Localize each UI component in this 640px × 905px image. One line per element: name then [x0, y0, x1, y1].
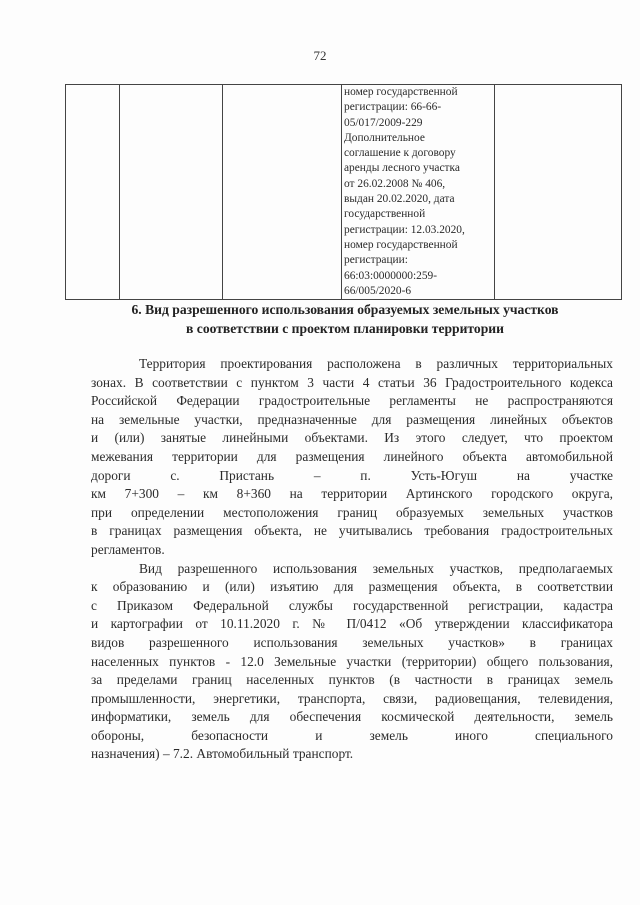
section-heading: [80, 300, 610, 338]
paragraph2-line: за пределами границ населенных пунктов (в частности в границах земель: [91, 672, 613, 688]
section-heading-line-1: 6. Вид разрешенного использования образуемых земельных участков: [131, 302, 559, 317]
paragraph1-line: Территория проектирования расположена в различных территориальных: [139, 356, 613, 371]
table-cell-registration-info: [342, 85, 495, 300]
paragraph2-line: с Приказом Федеральной службы государственной регистрации, кадастра: [91, 597, 613, 613]
paragraph1-line: дороги с. Пристань – п. Усть-Югуш на участке: [91, 467, 613, 483]
paragraph1-line: регламентов.: [91, 541, 165, 557]
paragraph1-line: и (или) занятые линейными объектами. Из этого следует, что проектом: [91, 430, 613, 446]
paragraph1-line: межевания территории для размещения линейного объекта автомобильной: [91, 448, 613, 464]
paragraph2-line: видов разрешенного использования земельных участков» в границах: [91, 634, 613, 650]
body-text: [91, 355, 613, 764]
paragraph2-line: к образованию и (или) изъятию для размещения объекта, в соответствии: [91, 579, 613, 595]
paragraph2-line: назначения) – 7.2. Автомобильный транспорт.: [91, 746, 354, 762]
paragraph1-line: при определении местоположения границ образуемых земельных участков: [91, 504, 613, 520]
table-cell-3: [223, 85, 342, 300]
registration-info-text: номер государственной регистрации: 66-66- 05/017/2009-229 Дополнительное соглашение к договору аренды лесного участка от 26.02.2008 № 406, выдан 20.02.2020, дата государственной регистрации: 12.03.2020, номер государственной регистрации: 66:03:0000000:259- 66/005/2020-6: [344, 86, 465, 297]
paragraph1-line: на земельные участки, предназначенные для размещения линейных объектов: [91, 411, 613, 427]
paragraph1-line: Российской Федерации градостроительные регламенты не распространяются: [91, 393, 613, 409]
paragraph2-line: и картографии от 10.11.2020 г. № П/0412 «Об утверждении классификатора: [91, 616, 613, 632]
table-cell-5: [495, 85, 622, 300]
table-cell-1: [66, 85, 120, 300]
section-heading-line-2: в соответствии с проектом планировки территории: [186, 321, 504, 336]
paragraph2-line: населенных пунктов - 12.0 Земельные участки (территории) общего пользования,: [91, 653, 613, 669]
paragraph2-line: промышленности, энергетики, транспорта, связи, радиовещания, телевидения,: [91, 690, 613, 706]
paragraph2-line: информатики, земель для обеспечения космической деятельности, земель: [91, 709, 613, 725]
paragraph-1: [91, 355, 613, 560]
table-cell-2: [120, 85, 223, 300]
paragraph1-line: в границах размещения объекта, не учитывались требования градостроительных: [91, 523, 613, 539]
paragraph-2: [91, 560, 613, 765]
paragraph2-line: обороны, безопасности и земель иного специального: [91, 727, 613, 743]
page-number: 72: [313, 48, 327, 63]
continued-table: [65, 84, 622, 300]
paragraph1-line: км 7+300 – км 8+360 на территории Артинского городского округа,: [91, 486, 613, 502]
paragraph2-line: Вид разрешенного использования земельных участков, предполагаемых: [139, 560, 613, 576]
paragraph1-line: зонах. В соответствии с пунктом 3 части 4 статьи 36 Градостроительного кодекса: [91, 374, 613, 390]
table-row: [66, 85, 622, 300]
